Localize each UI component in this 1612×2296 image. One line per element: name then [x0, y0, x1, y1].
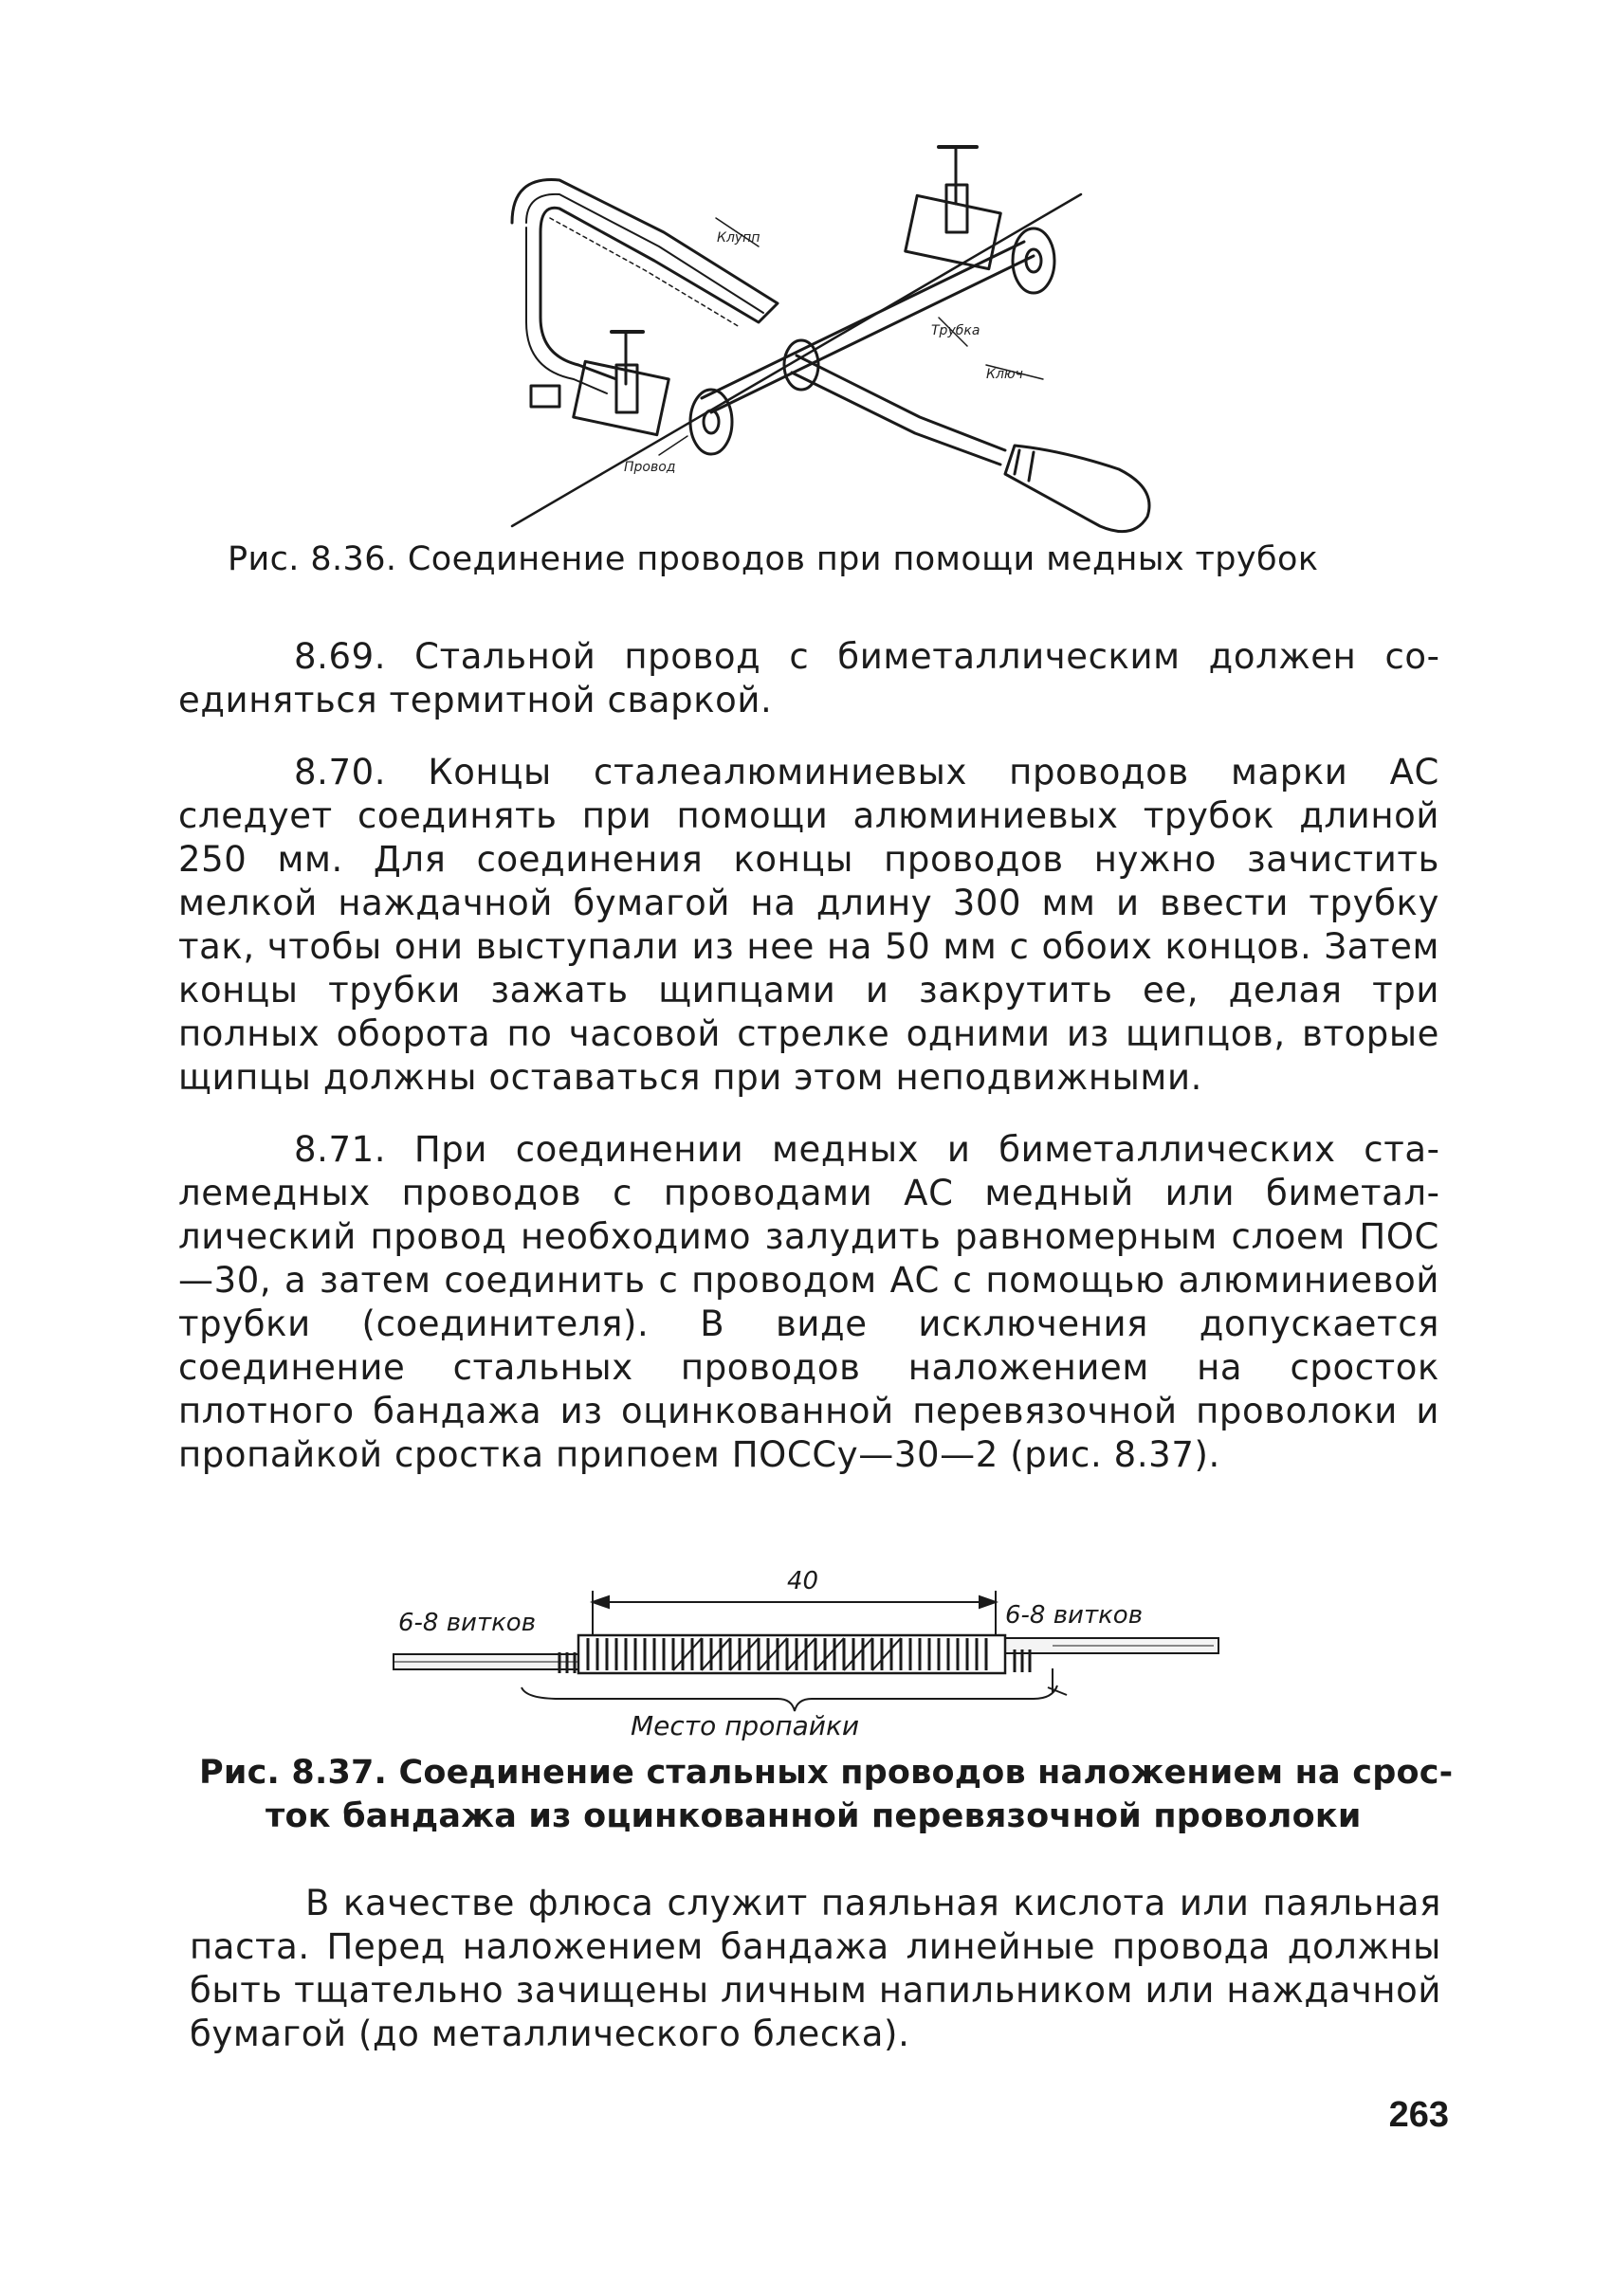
figure-8-37-illustration	[389, 1555, 1223, 1744]
solder-place-label: Место пропайки	[631, 1710, 860, 1741]
figure-8-37-caption-line1: Рис. 8.37. Соединение стальных проводов наложением на срос-	[199, 1754, 1454, 1792]
wire-bandage-drawing	[389, 1555, 1223, 1744]
label-key: Ключ	[986, 367, 1023, 382]
figure-8-36-caption: Рис. 8.36. Соединение проводов при помощи медных трубок	[228, 540, 1319, 578]
left-turns-label: 6-8 витков	[398, 1609, 537, 1637]
paragraph-8-70: 8.70. Концы сталеалюминиевых проводов марки АС следует соединять при помощи алюминиевых трубок длиной 250 мм. Для соединения концы проводов нужно зачистить мелкой наждачной бумагой на длину 300 мм и ввести трубку так, чтобы они выступали из нее на 50 мм с обоих концов. Затем концы трубки зажать щипцами и закрутить ее, делая три полных оборота по часовой стрелке одними из щипцов, вторые щипцы должны оставаться при этом неподвижными.	[178, 752, 1439, 1098]
label-wire: Провод	[624, 460, 676, 475]
figure-8-36-illustration	[474, 128, 1157, 545]
page-number: 263	[1388, 2095, 1449, 2135]
label-klupp: Клупп	[717, 230, 760, 246]
dimension-label: 40	[787, 1567, 819, 1595]
right-turns-label: 6-8 витков	[1005, 1601, 1144, 1630]
paragraph-8-71: 8.71. При соединении медных и биметаллических сталемедных проводов с проводами АС медный или биметаллический провод необходимо залудить равномерным слоем ПОС—30, а затем соединить с проводом АС с помощью алюминиевой трубки (соединителя). В виде исключения допускается соединение стальных проводов наложением на сросток плотного бандажа из оцинкованной перевязочной проволоки и пропайкой сростка припоем ПОССу—30—2 (рис. 8.37).	[178, 1129, 1439, 1475]
paragraph-flux: В качестве флюса служит паяльная кислота или паяльная паста. Перед наложением бандажа линейные провода должны быть тщательно зачищены личным напильником или наждачной бумагой (до металлического блеска).	[190, 1883, 1441, 2054]
paragraph-8-69: 8.69. Стальной провод с биметаллическим должен соединяться термитной сваркой.	[178, 636, 1439, 720]
figure-8-37-caption-line2: ток бандажа из оцинкованной перевязочной проволоки	[266, 1797, 1362, 1835]
label-tube: Трубка	[931, 323, 980, 338]
tube-crimping-tool-drawing	[474, 128, 1157, 545]
